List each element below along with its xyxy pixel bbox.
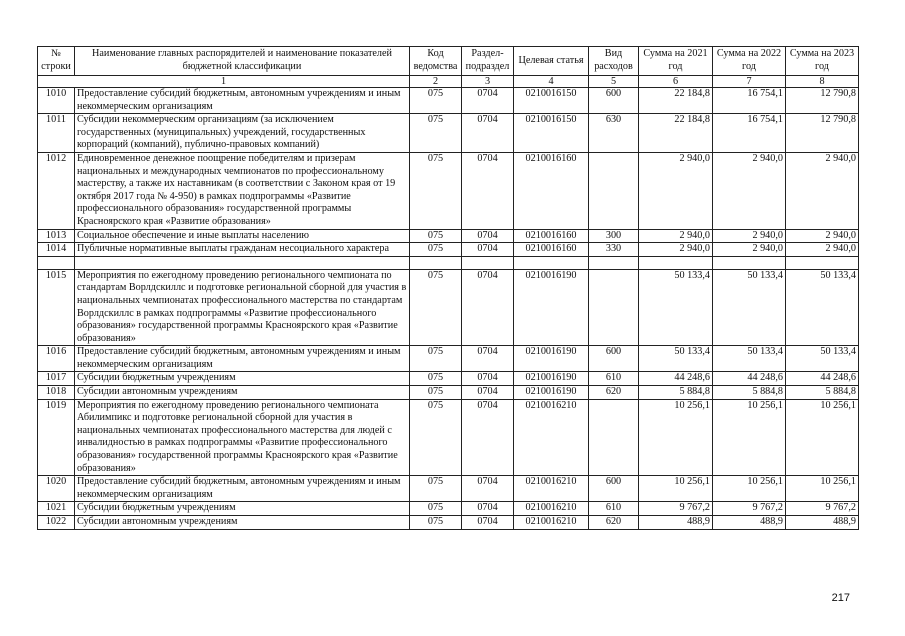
sum-2023: 44 248,6 — [786, 372, 859, 386]
sum-2022: 16 754,1 — [713, 114, 786, 153]
row-number: 1016 — [38, 346, 75, 372]
dept-code: 075 — [410, 386, 462, 400]
target-code: 0210016190 — [514, 346, 589, 372]
section-code: 0704 — [462, 502, 514, 516]
exp-type-code — [589, 269, 639, 346]
dept-code: 075 — [410, 88, 462, 114]
row-number: 1014 — [38, 243, 75, 257]
sum-2023: 10 256,1 — [786, 476, 859, 502]
section-code: 0704 — [462, 88, 514, 114]
exp-type-code: 630 — [589, 114, 639, 153]
target-code: 0210016150 — [514, 88, 589, 114]
header-exp-type: Вид расходов — [589, 47, 639, 76]
sum-2022: 16 754,1 — [713, 88, 786, 114]
sum-2022: 50 133,4 — [713, 269, 786, 346]
exp-type-code: 610 — [589, 502, 639, 516]
spacer-row — [38, 256, 859, 269]
exp-type-code — [589, 152, 639, 229]
target-code: 0210016210 — [514, 399, 589, 476]
table-row — [38, 386, 859, 400]
row-number: 1015 — [38, 269, 75, 346]
sum-2023: 50 133,4 — [786, 346, 859, 372]
dept-code: 075 — [410, 114, 462, 153]
section-code: 0704 — [462, 152, 514, 229]
sum-2021: 488,9 — [639, 516, 713, 530]
sum-2023: 12 790,8 — [786, 88, 859, 114]
section-code: 0704 — [462, 243, 514, 257]
row-name: Предоставление субсидий бюджетным, автономным учреждениям и иным некоммерческим организациям — [75, 346, 410, 372]
table-row — [38, 399, 859, 476]
row-name: Предоставление субсидий бюджетным, автономным учреждениям и иным некоммерческим организациям — [75, 88, 410, 114]
column-number: 8 — [786, 76, 859, 88]
target-code: 0210016160 — [514, 229, 589, 243]
row-name: Публичные нормативные выплаты гражданам несоциального характера — [75, 243, 410, 257]
sum-2023: 2 940,0 — [786, 243, 859, 257]
section-code: 0704 — [462, 476, 514, 502]
empty-cell — [38, 256, 75, 269]
header-sum-2023: Сумма на 2023 год — [786, 47, 859, 76]
row-name: Субсидии бюджетным учреждениям — [75, 372, 410, 386]
dept-code: 075 — [410, 243, 462, 257]
empty-cell — [462, 256, 514, 269]
sum-2021: 9 767,2 — [639, 502, 713, 516]
row-name: Субсидии бюджетным учреждениям — [75, 502, 410, 516]
row-number: 1022 — [38, 516, 75, 530]
column-number: 2 — [410, 76, 462, 88]
row-number: 1010 — [38, 88, 75, 114]
sum-2023: 9 767,2 — [786, 502, 859, 516]
row-name: Социальное обеспечение и иные выплаты населению — [75, 229, 410, 243]
sum-2022: 2 940,0 — [713, 229, 786, 243]
header-dept-code: Код ведомства — [410, 47, 462, 76]
sum-2021: 10 256,1 — [639, 476, 713, 502]
target-code: 0210016190 — [514, 269, 589, 346]
empty-cell — [589, 256, 639, 269]
sum-2022: 50 133,4 — [713, 346, 786, 372]
row-number: 1012 — [38, 152, 75, 229]
section-code: 0704 — [462, 399, 514, 476]
header-sum-2021: Сумма на 2021 год — [639, 47, 713, 76]
exp-type-code: 300 — [589, 229, 639, 243]
header-sum-2022: Сумма на 2022 год — [713, 47, 786, 76]
sum-2021: 10 256,1 — [639, 399, 713, 476]
column-number: 1 — [38, 76, 410, 88]
table-row — [38, 516, 859, 530]
exp-type-code: 600 — [589, 88, 639, 114]
row-number: 1018 — [38, 386, 75, 400]
header-row — [38, 47, 859, 76]
table-row — [38, 229, 859, 243]
row-number: 1017 — [38, 372, 75, 386]
row-name: Субсидии некоммерческим организациям (за исключением государственных (муниципальных) учреждений, государственных корпораций (компаний), публично-правовых компаний) — [75, 114, 410, 153]
target-code: 0210016160 — [514, 243, 589, 257]
section-code: 0704 — [462, 229, 514, 243]
dept-code: 075 — [410, 346, 462, 372]
section-code: 0704 — [462, 516, 514, 530]
row-number: 1013 — [38, 229, 75, 243]
sum-2023: 5 884,8 — [786, 386, 859, 400]
dept-code: 075 — [410, 502, 462, 516]
table-row — [38, 269, 859, 346]
sum-2023: 2 940,0 — [786, 229, 859, 243]
exp-type-code — [589, 399, 639, 476]
column-number: 7 — [713, 76, 786, 88]
header-name: Наименование главных распорядителей и наименование показателей бюджетной классификации — [75, 47, 410, 76]
column-number: 5 — [589, 76, 639, 88]
dept-code: 075 — [410, 229, 462, 243]
row-name: Предоставление субсидий бюджетным, автономным учреждениям и иным некоммерческим организациям — [75, 476, 410, 502]
budget-table — [37, 46, 859, 530]
dept-code: 075 — [410, 372, 462, 386]
section-code: 0704 — [462, 114, 514, 153]
sum-2021: 22 184,8 — [639, 88, 713, 114]
exp-type-code: 600 — [589, 346, 639, 372]
empty-cell — [786, 256, 859, 269]
sum-2022: 2 940,0 — [713, 243, 786, 257]
sum-2023: 12 790,8 — [786, 114, 859, 153]
table-row — [38, 476, 859, 502]
target-code: 0210016160 — [514, 152, 589, 229]
column-number: 3 — [462, 76, 514, 88]
table-row — [38, 372, 859, 386]
sum-2021: 2 940,0 — [639, 243, 713, 257]
sum-2022: 10 256,1 — [713, 399, 786, 476]
table-row — [38, 114, 859, 153]
row-number: 1019 — [38, 399, 75, 476]
sum-2023: 488,9 — [786, 516, 859, 530]
row-name: Мероприятия по ежегодному проведению регионального чемпионата по стандартам Ворлдскиллс и подготовке региональной сборной для участия в национальных чемпионатах профессионального мастерства по стандартам Ворлдскиллс в рамках подпрограммы «Развитие профессионального образования» государственной программы Красноярского края «Развитие образования» — [75, 269, 410, 346]
target-code: 0210016190 — [514, 386, 589, 400]
sum-2023: 10 256,1 — [786, 399, 859, 476]
exp-type-code: 600 — [589, 476, 639, 502]
sum-2022: 5 884,8 — [713, 386, 786, 400]
header-section: Раздел-подраздел — [462, 47, 514, 76]
row-number: 1011 — [38, 114, 75, 153]
empty-cell — [410, 256, 462, 269]
sum-2021: 5 884,8 — [639, 386, 713, 400]
page-number: 217 — [831, 592, 850, 604]
sum-2022: 9 767,2 — [713, 502, 786, 516]
empty-cell — [75, 256, 410, 269]
sum-2021: 50 133,4 — [639, 269, 713, 346]
table-row — [38, 502, 859, 516]
dept-code: 075 — [410, 476, 462, 502]
sum-2021: 22 184,8 — [639, 114, 713, 153]
empty-cell — [713, 256, 786, 269]
sum-2023: 2 940,0 — [786, 152, 859, 229]
header-row-no: № строки — [38, 47, 75, 76]
sum-2021: 2 940,0 — [639, 229, 713, 243]
row-name: Единовременное денежное поощрение победителям и призерам национальных и международных чемпионатов по профессиональному мастерству, а также их наставникам (в соответствии с Законом края от 19 октября 2017 года № 4-950) в рамках подпрограммы «Развитие профессионального образования» государственной программы Красноярского края «Развитие образования» — [75, 152, 410, 229]
dept-code: 075 — [410, 399, 462, 476]
column-number: 4 — [514, 76, 589, 88]
sum-2022: 2 940,0 — [713, 152, 786, 229]
sum-2021: 50 133,4 — [639, 346, 713, 372]
target-code: 0210016210 — [514, 502, 589, 516]
target-code: 0210016150 — [514, 114, 589, 153]
table-row — [38, 88, 859, 114]
sum-2022: 44 248,6 — [713, 372, 786, 386]
target-code: 0210016210 — [514, 516, 589, 530]
target-code: 0210016190 — [514, 372, 589, 386]
column-number-row — [38, 76, 859, 88]
section-code: 0704 — [462, 346, 514, 372]
section-code: 0704 — [462, 269, 514, 346]
target-code: 0210016210 — [514, 476, 589, 502]
sum-2021: 2 940,0 — [639, 152, 713, 229]
empty-cell — [639, 256, 713, 269]
table-row — [38, 243, 859, 257]
sum-2023: 50 133,4 — [786, 269, 859, 346]
dept-code: 075 — [410, 516, 462, 530]
empty-cell — [514, 256, 589, 269]
exp-type-code: 620 — [589, 516, 639, 530]
dept-code: 075 — [410, 269, 462, 346]
header-target: Целевая статья — [514, 47, 589, 76]
row-name: Мероприятия по ежегодному проведению регионального чемпионата Абилимпикс и подготовке региональной сборной для участия в национальных чемпионатах профессионального мастерства для людей с инвалидностью в рамках подпрограммы «Развитие профессионального образования» государственной программы Красноярского края «Развитие образования» — [75, 399, 410, 476]
table-row — [38, 152, 859, 229]
sum-2022: 10 256,1 — [713, 476, 786, 502]
row-name: Субсидии автономным учреждениям — [75, 386, 410, 400]
exp-type-code: 620 — [589, 386, 639, 400]
row-number: 1021 — [38, 502, 75, 516]
column-number: 6 — [639, 76, 713, 88]
table-row — [38, 346, 859, 372]
dept-code: 075 — [410, 152, 462, 229]
row-name: Субсидии автономным учреждениям — [75, 516, 410, 530]
section-code: 0704 — [462, 372, 514, 386]
exp-type-code: 330 — [589, 243, 639, 257]
sum-2022: 488,9 — [713, 516, 786, 530]
sum-2021: 44 248,6 — [639, 372, 713, 386]
section-code: 0704 — [462, 386, 514, 400]
row-number: 1020 — [38, 476, 75, 502]
exp-type-code: 610 — [589, 372, 639, 386]
